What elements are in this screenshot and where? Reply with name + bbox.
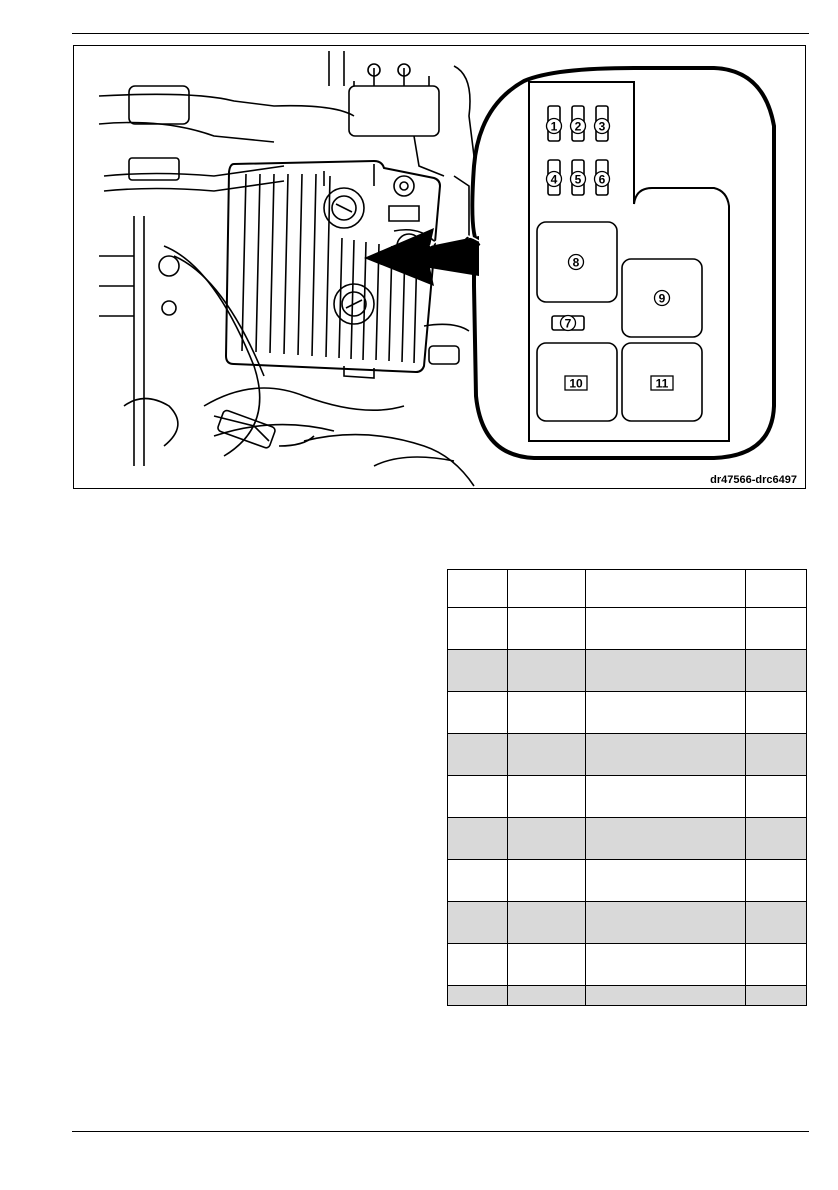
engine-bay-illustration <box>74 46 806 489</box>
table-cell <box>746 818 807 860</box>
table-cell <box>448 818 508 860</box>
table-cell <box>448 692 508 734</box>
table-row <box>448 860 807 902</box>
table-row <box>448 692 807 734</box>
table-cell <box>508 818 586 860</box>
svg-text:1: 1 <box>550 119 558 134</box>
svg-text:8: 8 <box>572 255 580 270</box>
table-cell <box>508 944 586 986</box>
table-cell <box>508 734 586 776</box>
table-cell <box>448 986 508 1006</box>
table-cell <box>746 944 807 986</box>
table-cell <box>586 734 746 776</box>
svg-text:7: 7 <box>564 316 572 331</box>
table-cell <box>586 986 746 1006</box>
callout-6 <box>595 172 610 187</box>
table-cell <box>508 570 586 608</box>
table-header-row <box>448 570 807 608</box>
table-cell <box>586 944 746 986</box>
callout-4 <box>547 172 562 187</box>
svg-text:10: 10 <box>569 376 583 391</box>
svg-text:3: 3 <box>598 119 606 134</box>
table-cell <box>586 818 746 860</box>
table-cell <box>586 570 746 608</box>
table-cell <box>746 860 807 902</box>
table-cell <box>508 650 586 692</box>
table-row <box>448 608 807 650</box>
table-row <box>448 734 807 776</box>
table-cell <box>508 692 586 734</box>
table-cell <box>448 776 508 818</box>
callout-1 <box>547 119 562 134</box>
svg-text:4: 4 <box>550 172 558 187</box>
svg-text:5: 5 <box>574 172 582 187</box>
table-cell <box>508 776 586 818</box>
table-row <box>448 902 807 944</box>
table-row <box>448 776 807 818</box>
table-cell <box>448 650 508 692</box>
callout-5 <box>571 172 586 187</box>
fuse-table <box>447 569 807 1006</box>
table-cell <box>746 734 807 776</box>
table-cell <box>746 902 807 944</box>
table-cell <box>448 902 508 944</box>
callout-7 <box>561 316 576 331</box>
table-cell <box>448 944 508 986</box>
table-cell <box>586 776 746 818</box>
callout-3 <box>595 119 610 134</box>
table-cell <box>586 860 746 902</box>
table-cell <box>746 776 807 818</box>
svg-text:9: 9 <box>658 291 666 306</box>
callout-8 <box>569 255 584 270</box>
table-cell <box>586 692 746 734</box>
table-cell <box>586 608 746 650</box>
table-row <box>448 818 807 860</box>
table-cell <box>586 902 746 944</box>
table-row <box>448 944 807 986</box>
table-cell <box>508 608 586 650</box>
header-rule <box>72 33 809 34</box>
fuse-box-figure <box>73 45 806 489</box>
table-cell <box>746 986 807 1006</box>
table-cell <box>508 986 586 1006</box>
callout-11 <box>651 376 673 391</box>
table-cell <box>746 570 807 608</box>
svg-text:11: 11 <box>655 376 669 391</box>
callout-10 <box>565 376 587 391</box>
table-cell <box>586 650 746 692</box>
table-cell <box>508 860 586 902</box>
figure-reference: dr47566-drc6497 <box>710 474 797 486</box>
callout-2 <box>571 119 586 134</box>
table-cell <box>746 608 807 650</box>
table-cell <box>746 692 807 734</box>
table-cell <box>448 860 508 902</box>
table-cell <box>746 650 807 692</box>
footer-rule <box>72 1131 809 1132</box>
table-row <box>448 986 807 1006</box>
table-row <box>448 650 807 692</box>
svg-text:6: 6 <box>598 172 606 187</box>
table-cell <box>448 734 508 776</box>
callout-9 <box>655 291 670 306</box>
svg-text:2: 2 <box>574 119 582 134</box>
table-cell <box>508 902 586 944</box>
table-cell <box>448 570 508 608</box>
table-cell <box>448 608 508 650</box>
